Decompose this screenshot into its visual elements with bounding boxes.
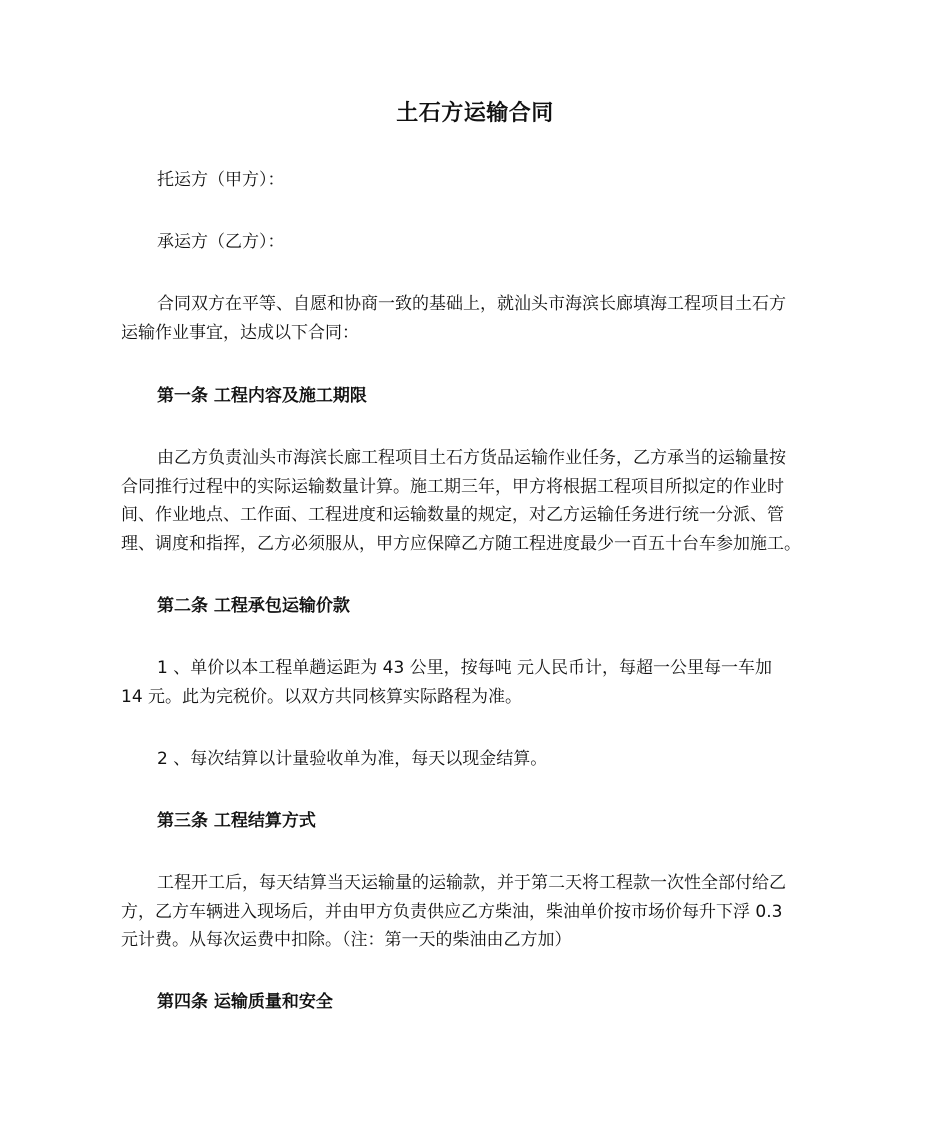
- article-1-line: 由乙方负责汕头市海滨长廊工程项目土石方货品运输作业任务，乙方承当的运输量按: [157, 448, 786, 468]
- article-1-line: 间、作业地点、工作面、工程进度和运输数量的规定，对乙方运输任务进行统一分派、管: [121, 505, 784, 525]
- article-3-line: 元计费。从每次运费中扣除。（注：第一天的柴油由乙方加）: [121, 930, 572, 950]
- article-3-line: 工程开工后，每天结算当天运输量的运输款，并于第二天将工程款一次性全部付给乙: [157, 873, 786, 893]
- article-1-heading: [121, 382, 833, 411]
- intro-line: 运输作业事宜，达成以下合同：: [121, 322, 359, 343]
- party-a-text: 托运方（甲方）：: [157, 170, 285, 190]
- article-3-heading-text: 第三条 工程结算方式: [157, 811, 316, 831]
- intro-paragraph: [121, 290, 833, 347]
- intro-line: 合同双方在平等、自愿和协商一致的基础上，就汕头市海滨长廊填海工程项目土石方: [157, 294, 786, 314]
- article-3-paragraph: [121, 869, 833, 955]
- party-b-text: 承运方（乙方）：: [157, 232, 285, 252]
- article-2-item-1-line: 14 元。此为完税价。以双方共同核算实际路程为准。: [121, 686, 523, 707]
- document-title: 土石方运输合同: [396, 101, 554, 126]
- article-3-line: 方，乙方车辆进入现场后，并由甲方负责供应乙方柴油，柴油单价按市场价每升下浮 0.3: [121, 901, 783, 922]
- article-4-heading-text: 第四条 运输质量和安全: [157, 992, 333, 1012]
- article-3-heading: [121, 807, 833, 836]
- article-2-heading: [121, 592, 833, 621]
- article-1-line: 理、调度和指挥，乙方必须服从，甲方应保障乙方随工程进度最少一百五十台车参加施工。: [121, 533, 801, 554]
- party-b-line: [121, 228, 833, 257]
- article-1-heading-text: 第一条 工程内容及施工期限: [157, 386, 367, 406]
- article-4-heading: [121, 988, 833, 1017]
- article-2-item-1: [121, 654, 833, 711]
- article-2-heading-text: 第二条 工程承包运输价款: [157, 596, 350, 616]
- article-1-line: 合同推行过程中的实际运输数量计算。施工期三年，甲方将根据工程项目所拟定的作业时: [121, 476, 784, 497]
- article-2-item-2: [121, 745, 833, 774]
- article-1-paragraph: [121, 444, 833, 558]
- party-a-line: [121, 166, 833, 195]
- article-2-item-1-line: 1 、单价以本工程单趟运距为 43 公里，按每吨 元人民币计，每超一公里每一车加: [157, 658, 773, 678]
- article-2-item-2-line: 2 、每次结算以计量验收单为准，每天以现金结算。: [157, 749, 548, 769]
